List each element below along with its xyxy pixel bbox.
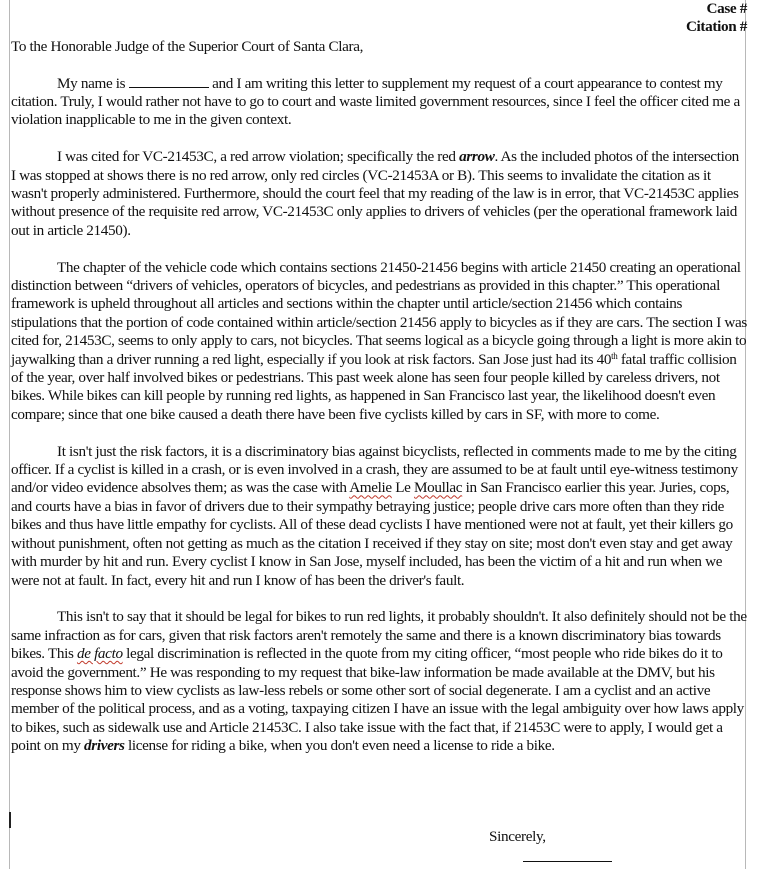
p5-text-c: license for riding a bike, when you don't even need a license to ride a bike. — [124, 737, 555, 755]
p5-text-a: This isn't to say that it should be legal for bikes to run red lights, it probably shouldn't. It also definitely should not be the same infraction as for cars, given that risk factors aren't remotely the same and there is a known discriminatory bias towards bikes. This — [11, 608, 747, 663]
spellcheck-word-moullac[interactable]: Moullac — [414, 479, 463, 497]
p2-text-a: I was cited for VC-21453C, a red arrow violation; specifically the red — [57, 148, 460, 166]
spellcheck-word-amelie[interactable]: Amelie — [349, 479, 392, 497]
letter-body[interactable] — [11, 0, 747, 756]
paragraph-2 — [11, 148, 747, 240]
p2-emphasis: arrow — [459, 148, 495, 166]
paragraph-1 — [11, 75, 747, 130]
p4-text-b: in San Francisco earlier this year. Juries, cops, and courts have a bias in favor of drivers due to their sympathy betraying justice; people drive cars more often than they ride bikes and thus have little empathy for cyclists. All of these dead cyclists I have mentioned were not at fault, yet their killers go without punishment, often not getting as much as the citation I received if they stay on site; most don't even stay and get away with murder by hit and run. Every cyclist I know in San Jose, myself included, has been the victim of a hit and run when we were not at fault. In fact, every hit and run I know of has been the driver's fault. — [11, 479, 733, 589]
p3-text-b: fatal traffic collision of the year, over half involved bikes or pedestrians. This past week alone has seen four people killed by careless drivers, not bikes. While bikes can kill people by running red lights, as happened in San Francisco last year, the likelihood doesn't even compare; since that one bike caused a death there have been five cyclists killed by cars in SF, with more to come. — [11, 350, 737, 423]
paragraph-4 — [11, 443, 747, 590]
salutation: To the Honorable Judge of the Superior Court of Santa Clara, — [11, 37, 364, 55]
p4-text-a: It isn't just the risk factors, it is a discriminatory bias against bicyclists, reflected in comments made to me by the citing officer. If a cyclist is killed in a crash, or is even involved in a crash, they are assumed to be at fault until eye-witness testimony and/or video evidence absolves them; as was the case with — [11, 442, 738, 497]
p2-text-b: . As the included photos of the intersection I was stopped at shows there is no red arrow, only red circles (VC-21453A or B). This seems to invalidate the citation as it wasn't properly administered. Furthermore, should the court feel that my reading of the law is in error, that VC-21453C applies without presence of the requisite red arrow, VC-21453C only applies to drivers of vehicles (per the operational framework laid out in article 21450). — [11, 148, 739, 239]
p3-superscript: th — [611, 350, 618, 361]
paragraph-5 — [11, 608, 747, 755]
case-number-label: Case # — [706, 0, 747, 17]
p3-text-a: The chapter of the vehicle code which contains sections 21450-21456 begins with article 21450 creating an operational distinction between “drivers of vehicles, operators of bicycles, and pedestrians as provided in this chapter.” This operational framework is upheld throughout all articles and sections within the chapter until article/section 21456 which contains stipulations that the portion of code contained within article/section 21456 apply to bicycles as if they are cars. The section I was cited for, 21453C, seems to only apply to cars, not bicycles. That seems logical as a bicycle going through a light is more akin to jaywalking than a driver running a red light, especially if you look at risk factors. San Jose just had its 40 — [11, 258, 747, 368]
p4-name-mid: Le — [391, 479, 415, 497]
spellcheck-word-de-facto[interactable]: de facto — [76, 645, 123, 663]
p1-text-b: and I am writing this letter to supplement my request of a court appearance to contest my citation. Truly, I would rather not have to go to court and waste limited government resources, since I feel the officer cited me a violation inapplicable to me in the given context. — [11, 74, 740, 129]
name-blank — [129, 75, 209, 88]
closing: Sincerely, — [489, 828, 546, 845]
case-header — [11, 0, 747, 37]
paragraph-3 — [11, 259, 747, 425]
citation-number-label: Citation # — [685, 18, 747, 36]
signature-line — [523, 861, 612, 862]
text-cursor — [9, 812, 11, 828]
p5-text-b: legal discrimination is reflected in the quote from my citing officer, “most people who ride bikes do it to avoid the government.” He was responding to my request that bike-law information be made available at the DMV, but his response shows him to view cyclists as law-less rebels or some other sort of social degenerate. I am a cyclist and an active member of the political process, and as a voting, taxpaying citizen I have an issue with the legal ambiguity over how laws apply to bikes, such as sidewalk use and Article 21453C. I also take issue with the fact that, if 21453C were to apply, I would get a point on my — [11, 645, 744, 755]
p5-emphasis: drivers — [84, 737, 125, 755]
p1-text-a: My name is — [57, 74, 129, 92]
